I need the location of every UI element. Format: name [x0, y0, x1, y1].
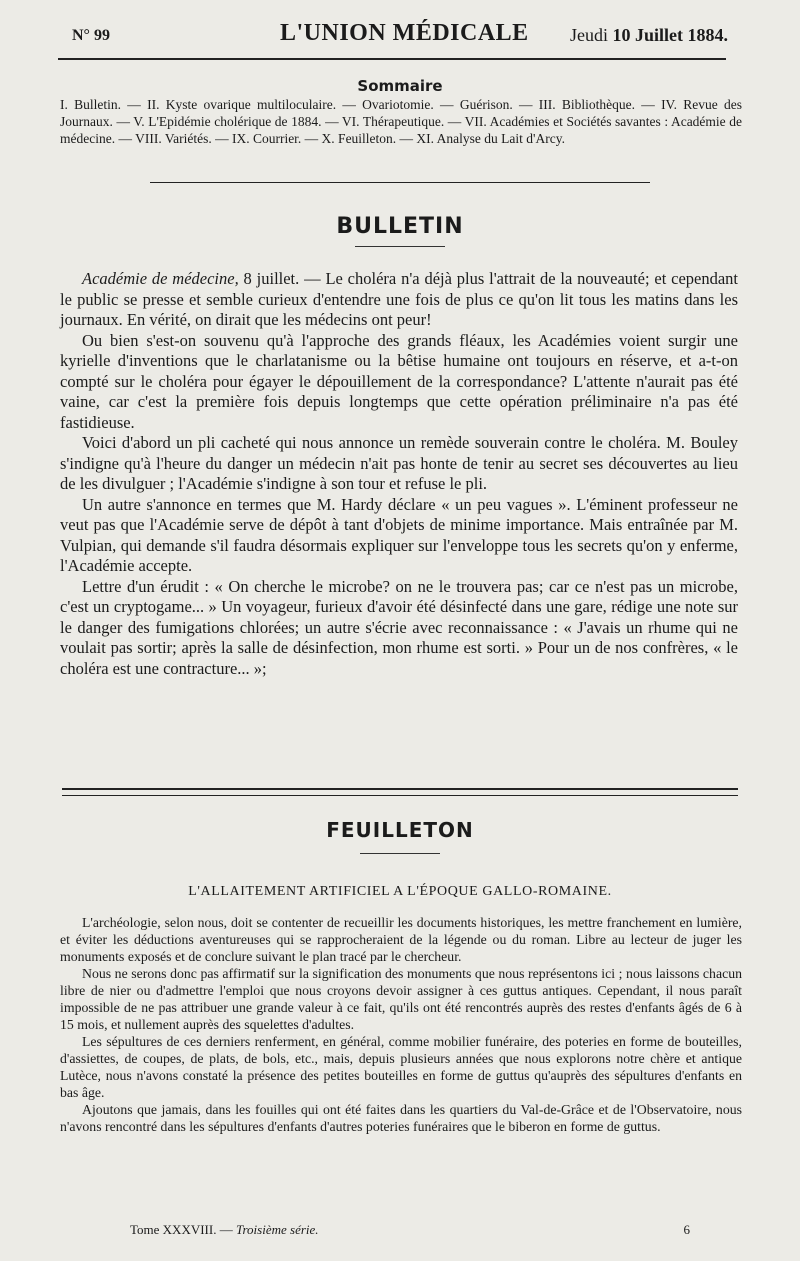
date-rest: 10 Juillet: [612, 25, 683, 45]
feuilleton-title-rule: [360, 853, 440, 854]
footer-tome: [130, 1222, 319, 1238]
issue-number: N° 99: [72, 27, 110, 44]
bulletin-body: [60, 269, 738, 679]
journal-title: L'UNION MÉDICALE: [280, 20, 529, 46]
section-divider: [62, 788, 738, 796]
article-title: L'ALLAITEMENT ARTIFICIEL A L'ÉPOQUE GALLO-ROMAINE.: [188, 884, 612, 899]
page-header: [72, 18, 728, 52]
sommaire-title: Sommaire: [357, 77, 443, 95]
feuilleton-paragraph: Les sépultures de ces derniers renferment, en général, comme mobilier funéraire, des poteries en forme de bouteilles, d'assiettes, de coupes, de plats, de bols, etc., mais, depuis plusieurs années que nous explorons notre chère et antique Lutèce, nous n'avons constaté la présence des petites bouteilles en forme de guttus qu'auprès des sépultures d'enfants en bas âge.: [60, 1034, 742, 1100]
bulletin-paragraph-text: 8 juillet. — Le choléra n'a déjà plus l'attrait de la nouveauté; et cependant le public se presse et semble curieux d'entendre une fois de plus ce qu'on lit tous les matins dans les journaux. En vérité, on dirait que les médecins ont peur!: [60, 269, 738, 329]
feuilleton-paragraph: Nous ne serons donc pas affirmatif sur la signification des monuments que nous représentons ici ; nous laissons chacun libre de nier ou d'admettre l'emploi que nous croyons devoir assigner à ces guttus antiques. Cependant, il nous paraît impossible de ne pas attribuer une grande valeur à ce fait, qu'ils ont été rencontrés auprès des restes d'enfants âgés de 6 à 15 mois, et nullement auprès des squelettes d'adultes.: [60, 966, 742, 1032]
bulletin-paragraph: Ou bien s'est-on souvenu qu'à l'approche des grands fléaux, les Académies voient surgir une kyrielle d'inventions que le charlatanisme ou la bêtise humaine ont toujours en réserve, et a-t-on compté sur le choléra pour égayer le dépouillement de la correspondance? L'attente n'aurait pas été vaine, car c'est la première fois depuis longtemps que cette opération préliminaire n'a pas été fastidieuse.: [60, 330, 738, 432]
signature-mark: 6: [683, 1222, 690, 1237]
header-rule: [58, 58, 726, 60]
bulletin-paragraph: Voici d'abord un pli cacheté qui nous annonce un remède souverain contre le choléra. M. Bouley s'indigne qu'à l'heure du danger un médecin n'ait pas honte de tenir au secret ses découvertes au lieu de les divulguer ; l'Académie s'indigne à son tour et refuse le pli.: [60, 433, 738, 493]
sommaire-rule: [150, 182, 650, 183]
issue-date: [570, 25, 728, 46]
feuilleton-title: FEUILLETON: [326, 818, 474, 842]
date-year: 1884.: [687, 25, 728, 45]
feuilleton-paragraph: L'archéologie, selon nous, doit se contenter de recueillir les documents historiques, les mettre franchement en lumière, et éviter les déductions aventureuses qui se rapprocheraient de la légende ou du roman. Libre au lecteur de juger les monuments exposés et de conclure suivant le plan tracé par le chercheur.: [60, 915, 742, 964]
serie-label: Troisième série.: [235, 1222, 319, 1237]
bulletin-paragraph: [60, 269, 738, 331]
tome-label: Tome XXXVIII. —: [130, 1222, 236, 1237]
bulletin-paragraph: Un autre s'annonce en termes que M. Hardy déclare « un peu vagues ». L'éminent professeur ne veut pas que l'Académie serve de dépôt à tant d'objets de minime importance. Mais entraînée par M. Vulpian, qui demande s'il faudra désormais expliquer sur l'enveloppe tous les secrets qu'on y enferme, l'Académie accepte.: [60, 494, 738, 575]
feuilleton-paragraph: Ajoutons que jamais, dans les fouilles qui ont été faites dans les quartiers du Val-de-Grâce et de l'Observatoire, nous n'avons rencontré dans les sépultures d'enfants d'autres poteries funéraires que le biberon en forme de guttus.: [60, 1102, 742, 1134]
bulletin-title-rule: [355, 246, 445, 247]
sommaire-text: I. Bulletin. — II. Kyste ovarique multiloculaire. — Ovariotomie. — Guérison. — III. Bibliothèque. — IV. Revue des Journaux. — V. L'Epidémie cholérique de 1884. — VI. Thérapeutique. — VII. Académies et Sociétés savantes : Académie de médecine. — VIII. Variétés. — IX. Courrier. — X. Feuilleton. — XI. Analyse du Lait d'Arcy.: [60, 97, 742, 146]
bulletin-title: BULLETIN: [336, 214, 464, 239]
bulletin-lead: Académie de médecine,: [82, 269, 239, 288]
date-day: Jeudi: [570, 25, 608, 45]
bulletin-paragraph: Lettre d'un érudit : « On cherche le microbe? on ne le trouvera pas; car ce n'est pas un microbe, c'est un cryptogame... » Un voyageur, furieux d'avoir été désinfecté dans une gare, rédige une note sur le danger des fumigations chlorées; un autre s'écrie avec reconnaissance : « J'avais un rhume qui ne voulait pas sortir; après la salle de désinfection, mon rhume est sorti. » Pour un de nos confrères, « le choléra est une contracture... »;: [60, 576, 738, 678]
feuilleton-body: [60, 914, 742, 1135]
